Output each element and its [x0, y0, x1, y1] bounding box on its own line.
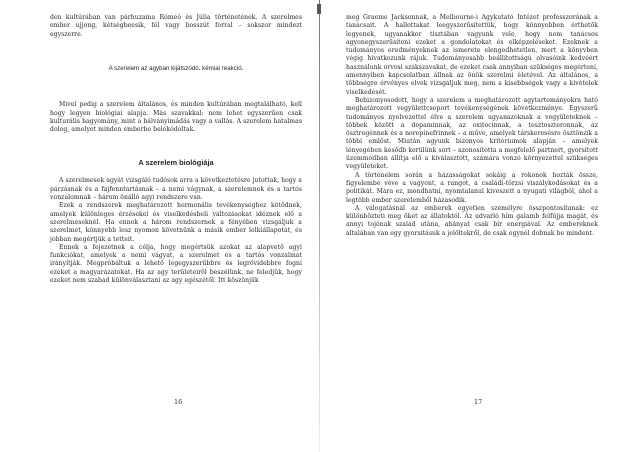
page-number-right: 17 — [474, 398, 483, 406]
right-page — [346, 14, 598, 238]
page-number-left: 16 — [174, 398, 183, 406]
left-intro-paragraph: den kultúrában van párhuzama Rómeó és Júlia történetének. A szerelmes ember ujjong, kétségbeesik, fél vagy bosszút forral – sokszor mindezt egyszerre. — [50, 14, 302, 38]
right-paragraph-1: meg Graeme Jacksonnak, a Melbourne-i Agykutató Intézet professzorának a tanácsait. A hallottakat leegyszerűsítettük, hogy könnyebben érthetők legyenek, ugyanakkor tisztában vagyunk vele, hogy nem tanácsos agyonegyszerűsíteni ezeket a gondolatokat és elképzeléseket. Ezeknek a tudományos eredményeknek az ismerete elengedhetetlen, mert a könyvben végig hivatkozunk rájuk. Tudományosabb beállítottságú olvasóink kedvéért használunk orvosi szakszavakat, de ezeket csak annyiban szükséges megérteni, amennyiben kapcsolatban állnak az önök szerelmi életével. Az általános, a többségre érvényes elvek vizsgáljuk meg, nem a kisebbségek vagy a kivételek viselkedését. — [346, 14, 598, 96]
right-paragraph-3: A történelem során a házasságokat sokáig a rokonok hozták össze, figyelembe véve a vagyont, a rangot, a családi-törzsi viszálykodásokat és a politikát. Mára ez, mondhatni, nyomtalanul kiveszett a nyugati világból, ahol a legtöbb ember szerelemből házasodik. — [346, 171, 598, 204]
right-paragraph-4: A válogatásnál az emberek egyetlen személyre összpontosítanak: ez különbözteti meg őket az állatoktól. Az udvarló hím galamb felfújja magát, és annyi tojónak szalad utána, ahányat csak bír energiával. Az embereknek általában van egy gyorsításuk a jelöltekről, de csak egynél dobnak be mindent. — [346, 204, 598, 237]
section-heading: A szerelem biológiája — [138, 158, 214, 168]
left-paragraph-3: A szerelmesek agyát vizsgáló tudósok arra a következtetésre jutottak, hogy a párzásnak és a fajfenntartásnak – a nemi vágynak, a szerelemnek és a tartós vonzalomnak – három önálló agyi rendszere van. — [50, 177, 302, 202]
left-paragraph-4: Ezek a rendszerek meghatározott hormonális tevékenységhez kötődnek, amelyek különleges érzésekel és viselkedésbeli változásokat idéznek elő a szerelmeseknél. Ha ennek a három rendszernek a fényében vizsgáljuk a szerelmet, könnyebb lesz nyomon követnünk a másik ember lelkiállapotát, és jobban megértjük a tetteit. — [50, 202, 302, 243]
pull-quote: A szerelem az agyban kijátszódó, kémiai reakció. — [108, 64, 244, 72]
binding-mark — [317, 4, 321, 14]
page-gutter — [319, 0, 320, 452]
left-paragraph-5: Ennek a fejezetnek a célja, hogy megértsük azokat az alapvető agyi funkciókat, amelyek a nemi vágyat, a szerelmet és a tartós vonzalmat irányítják. Megpróbáltuk a lehető legegyszerűbbre és legrövidebbre fogni ezeket a magyarázatokat. Ha az agy területeiről beszélünk, ne feledjük, hogy ezeket nem szabad különválasztani az agy egészétől. Itt köszönjük — [50, 243, 302, 285]
left-page — [50, 14, 302, 285]
right-paragraph-2: Bebizonyosodott, hogy a szerelem a meghatározott agytartományokra ható meghatározott vegyülettcsoport tevékenységének következménye. Egyszerű tudományos nyelvezettel élve a szerelem ugyanazoknak a vegyületeknek – többek között a dopaminnak, az oxitocinnak, a tesztoszteronnak, az ösztrogénnek és a norepinefrinnek – a műve, amelyek társkeresésre ösztönzik a többi emlőst. Miután agyunk bizonyos kritériumok alapján – amelyek lényegében késődb kerülünk sort – azonosította a megfelelő partnert, gyorsított üzemmódban állítja elő a kiválasztott, számára vonzó környezettel szükséges vegyületeket. — [346, 96, 598, 171]
left-paragraph-2: Mivel pedig a szerelem általános, és minden kultúrában megtalálható, kell hogy legyen biológiai alapja. Más szavakkal: nem lehet egyszerűen csak kulturális hagyomány, mint a bálványimádás vagy a vallás. A szerelem hatalmas dolog, amelyet minden emberbe belekódoltak. — [50, 101, 302, 134]
